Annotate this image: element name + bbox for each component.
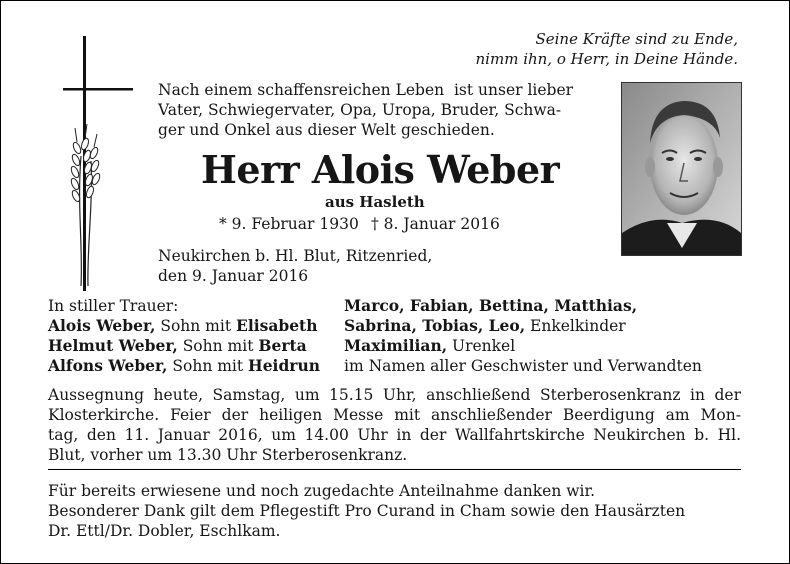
mourner-partner: Heidrun	[248, 356, 320, 375]
funeral-details	[48, 385, 741, 465]
mourner-row	[48, 356, 320, 376]
intro-line: Vater, Schwiegervater, Opa, Uropa, Bruder, Schwa-	[158, 101, 562, 119]
mourner-partner: Berta	[258, 336, 307, 355]
mourner-partner: Elisabeth	[236, 316, 318, 335]
mourners-right	[344, 296, 702, 376]
relatives-line: im Namen aller Geschwister und Verwandten	[344, 357, 702, 375]
grandchildren-names: Sabrina, Tobias, Leo,	[344, 316, 526, 335]
mourner-name: Helmut Weber,	[48, 336, 178, 355]
motto-line: Seine Kräfte sind zu Ende,	[535, 30, 738, 48]
great-grandchild-line	[344, 336, 702, 356]
date-line: den 9. Januar 2016	[158, 267, 309, 285]
great-grandchild-name: Maximilian,	[344, 336, 448, 355]
mourner-relation: Sohn mit	[155, 317, 236, 335]
motto	[1, 29, 738, 69]
motto-line: nimm ihn, o Herr, in Deine Hände.	[475, 50, 738, 68]
mourner-name: Alfons Weber,	[48, 356, 168, 375]
mourner-relation: Sohn mit	[167, 357, 249, 375]
funeral-line: Klosterkirche. Feier der heiligen Messe mit anschließender Beerdigung am Mon-	[48, 406, 741, 424]
birth-date: * 9. Februar 1930	[219, 215, 359, 233]
place-line: Neukirchen b. Hl. Blut, Ritzenried,	[158, 247, 433, 265]
grandchildren-line	[344, 296, 702, 316]
death-date: † 8. Januar 2016	[371, 215, 500, 233]
grandchildren-names: Marco, Fabian, Bettina, Matthias,	[344, 296, 638, 315]
portrait-photo	[621, 82, 742, 256]
cross-with-wheat-icon	[63, 36, 133, 291]
intro-line: ger und Onkel aus dieser Welt geschieden.	[158, 121, 495, 139]
deceased-name: Herr Alois Weber	[201, 147, 560, 192]
thanks-line: Besonderer Dank gilt dem Pflegestift Pro Curand in Cham sowie den Hausärzten	[48, 502, 686, 520]
grandchildren-label: Enkelkinder	[525, 317, 626, 335]
mourners-heading: In stiller Trauer:	[48, 297, 179, 315]
great-grandchild-label: Urenkel	[447, 337, 516, 355]
intro-line: Nach einem schaffensreichen Leben ist unser lieber	[158, 81, 574, 99]
mourner-relation: Sohn mit	[177, 337, 259, 355]
intro-text	[158, 80, 573, 140]
deceased-origin: aus Hasleth	[325, 193, 425, 211]
grandchildren-line	[344, 316, 702, 336]
funeral-line: Blut, vorher um 13.30 Uhr Sterberosenkranz.	[48, 446, 408, 464]
divider	[48, 469, 741, 470]
thanks-line: Für bereits erwiesene und noch zugedachte Anteilnahme danken wir.	[48, 482, 596, 500]
funeral-line: Aussegnung heute, Samstag, um 15.15 Uhr, anschließend Sterberosenkranz in der	[48, 386, 741, 404]
thanks-text	[48, 481, 685, 541]
mourner-row	[48, 336, 320, 356]
mourner-row	[48, 316, 320, 336]
place-date	[158, 246, 432, 286]
thanks-line: Dr. Ettl/Dr. Dobler, Eschlkam.	[48, 522, 281, 540]
funeral-line: tag, den 11. Januar 2016, um 14.00 Uhr in der Wallfahrtskirche Neukirchen b. Hl.	[48, 426, 741, 444]
mourner-name: Alois Weber,	[48, 316, 156, 335]
mourners-left	[48, 296, 320, 376]
